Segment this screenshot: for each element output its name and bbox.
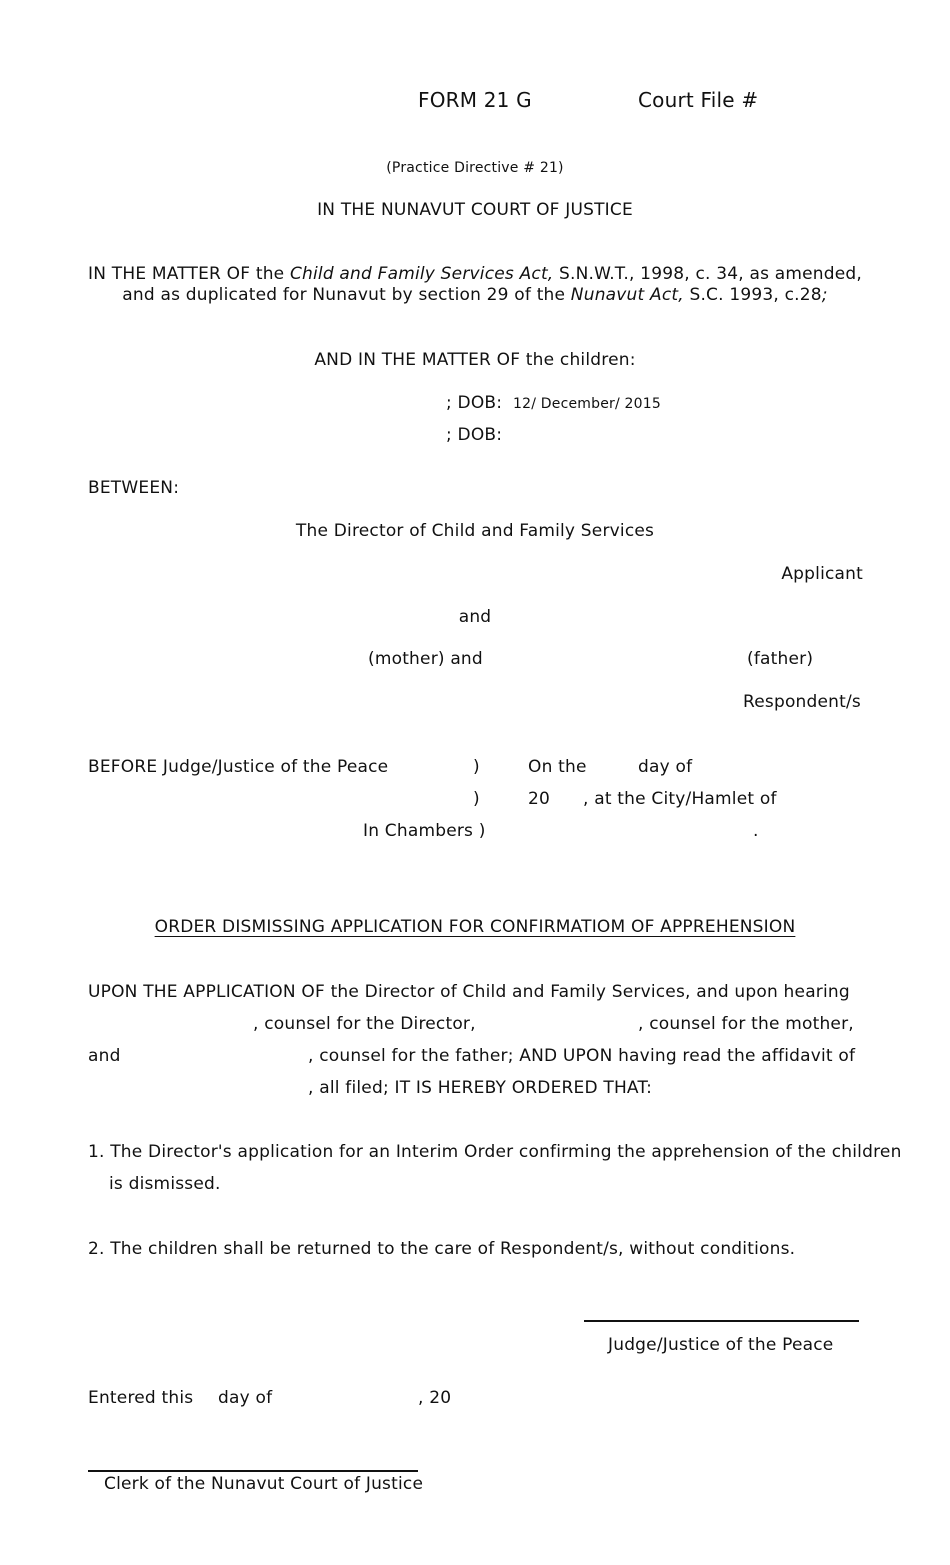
father-label: (father) <box>747 649 814 669</box>
order-title-text: ORDER DISMISSING APPLICATION FOR CONFIRMATIOM OF APPREHENSION <box>154 917 796 937</box>
matter-line-1 <box>0 264 950 284</box>
clerk-signature-label: Clerk of the Nunavut Court of Justice <box>104 1474 424 1494</box>
order-paragraph-and: and <box>88 1046 121 1066</box>
period-mark: . <box>753 821 759 841</box>
matter-line-1-start: IN THE MATTER OF the <box>88 264 290 284</box>
year-label: 20 <box>528 789 551 809</box>
entered-this-label: Entered this <box>88 1388 194 1408</box>
entered-year-label: , 20 <box>418 1388 452 1408</box>
between-label: BETWEEN: <box>88 478 180 498</box>
counsel-father: , counsel for the father; AND UPON having read the affidavit of <box>308 1046 856 1066</box>
clerk-signature-line <box>88 1470 418 1472</box>
judge-signature-label: Judge/Justice of the Peace <box>608 1335 834 1355</box>
order-item-1-line-1: 1. The Director's application for an Interim Order confirming the apprehension of the children <box>88 1142 902 1162</box>
order-item-1-line-2: is dismissed. <box>109 1174 221 1194</box>
paren-1: ) <box>473 757 480 777</box>
on-the-label: On the <box>528 757 587 777</box>
applicant-role: Applicant <box>781 564 863 584</box>
city-hamlet-label: , at the City/Hamlet of <box>583 789 777 809</box>
matter-line-2 <box>0 285 950 305</box>
mother-label: (mother) and <box>368 649 483 669</box>
and-separator: and <box>458 607 492 627</box>
applicant-name: The Director of Child and Family Services <box>295 521 655 541</box>
form-number: FORM 21 G <box>418 88 532 112</box>
matter-line-2-end: S.C. 1993, c.28 <box>683 285 822 305</box>
all-filed: , all filed; IT IS HEREBY ORDERED THAT: <box>308 1078 653 1098</box>
judge-signature-line <box>584 1320 859 1322</box>
order-title <box>0 917 950 937</box>
dob-value-1: 12/ December/ 2015 <box>513 396 661 412</box>
order-item-2: 2. The children shall be returned to the care of Respondent/s, without conditions. <box>88 1239 796 1259</box>
court-file-label: Court File # <box>638 88 759 112</box>
court-name: IN THE NUNAVUT COURT OF JUSTICE <box>317 200 633 220</box>
act-name: Child and Family Services Act, <box>289 264 554 284</box>
order-paragraph-line-1: UPON THE APPLICATION OF the Director of Child and Family Services, and upon hearing <box>88 982 850 1002</box>
respondent-role: Respondent/s <box>742 692 861 712</box>
day-of-label: day of <box>638 757 693 777</box>
counsel-director: , counsel for the Director, <box>253 1014 476 1034</box>
practice-directive: (Practice Directive # 21) <box>386 160 564 176</box>
children-heading: AND IN THE MATTER OF the children: <box>314 350 636 370</box>
dob-label-2: ; DOB: <box>446 425 503 445</box>
matter-line-1-end: S.N.W.T., 1998, c. 34, as amended, <box>553 264 862 284</box>
counsel-mother: , counsel for the mother, <box>638 1014 854 1034</box>
before-judge: BEFORE Judge/Justice of the Peace <box>88 757 389 777</box>
nunavut-act-name: Nunavut Act, <box>570 285 684 305</box>
entered-day-of-label: day of <box>218 1388 273 1408</box>
paren-2: ) <box>473 789 480 809</box>
matter-line-2-start: and as duplicated for Nunavut by section 29 of the <box>122 285 571 305</box>
in-chambers: In Chambers ) <box>363 821 486 841</box>
matter-line-2-semicolon: ; <box>821 285 828 305</box>
dob-label-1: ; DOB: <box>446 393 503 413</box>
